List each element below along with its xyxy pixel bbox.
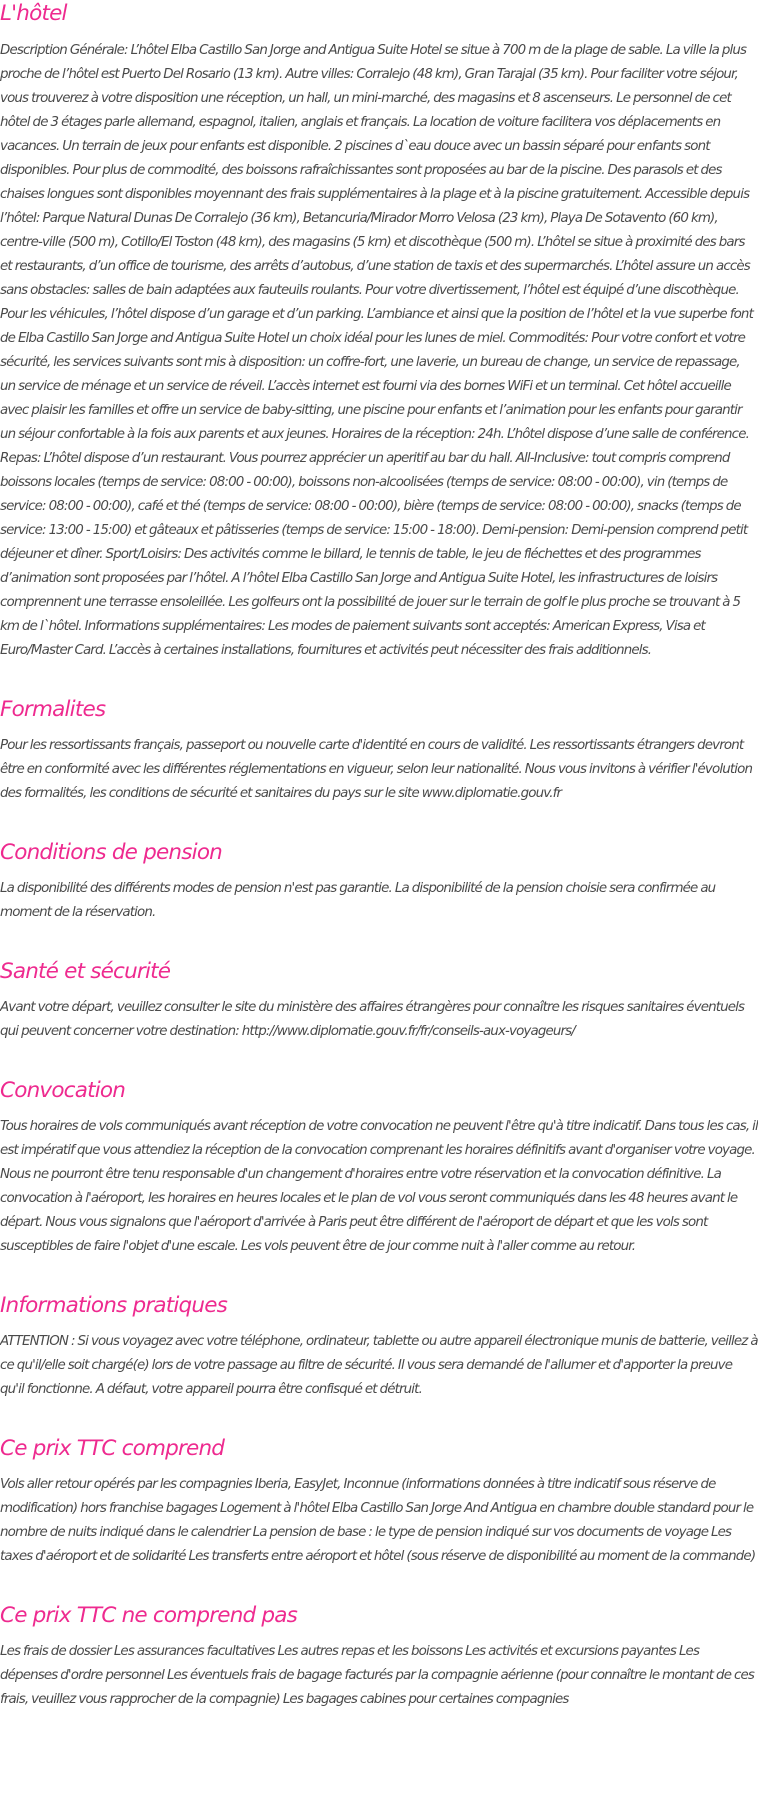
section-prix-ne-comprend-pas (0, 1602, 758, 1712)
section-formalites (0, 696, 758, 806)
section-body-prix-ne-comprend-pas: Les frais de dossier Les assurances facultatives Les autres repas et les boissons Les activités et excursions payantes Les dépenses d'ordre personnel Les éventuels frais de bagage facturés par la compagnie aérienne (pour connaître le montant de ces frais, veuillez vous rapprocher de la compagnie) Les bagages cabines pour certaines compagnies (0, 1644, 755, 1707)
section-informations-pratiques (0, 1292, 758, 1402)
section-title-informations-pratiques: Informations pratiques (0, 1293, 228, 1318)
section-title-sante-securite: Santé et sécurité (0, 959, 171, 984)
section-sante-securite (0, 958, 758, 1044)
section-body-conditions-pension: La disponibilité des différents modes de pension n'est pas garantie. La disponibilité de la pension choisie sera confirmée au moment de la réservation. (0, 881, 716, 920)
section-title-hotel: L'hôtel (0, 1, 67, 26)
section-title-prix-ne-comprend-pas: Ce prix TTC ne comprend pas (0, 1603, 298, 1628)
section-convocation (0, 1077, 758, 1259)
section-body-prix-comprend: Vols aller retour opérés par les compagnies Iberia, EasyJet, Inconnue (informations données à titre indicatif sous réserve de modification) hors franchise bagages Logement à l'hôtel Elba Castillo San Jorge And Antigua en chambre double standard pour le nombre de nuits indiqué dans le calendrier La pension de base : le type de pension indiqué sur vos documents de voyage Les taxes d'aéroport et de solidarité Les transferts entre aéroport et hôtel (sous réserve de disponibilité au moment de la commande) (0, 1477, 756, 1564)
section-title-formalites: Formalites (0, 697, 106, 722)
section-title-convocation: Convocation (0, 1078, 126, 1103)
section-body-sante-securite: Avant votre départ, veuillez consulter le site du ministère des affaires étrangères pour connaître les risques sanitaires éventuels qui peuvent concerner votre destination: http://www.diplomatie.gouv.fr/fr/conseils-aux-voyageurs/ (0, 1000, 745, 1039)
section-body-informations-pratiques: ATTENTION : Si vous voyagez avec votre téléphone, ordinateur, tablette ou autre appareil électronique munis de batterie, veillez à ce qu'il/elle soit chargé(e) lors de votre passage au filtre de sécurité. Il vous sera demandé de l'allumer et d'apporter la preuve qu'il fonctionne. A défaut, votre appareil pourra être confisqué et détruit. (0, 1334, 758, 1397)
section-body-formalites: Pour les ressortissants français, passeport ou nouvelle carte d'identité en cours de validité. Les ressortissants étrangers devront être en conformité avec les différentes réglementations en vigueur, selon leur nationalité. Nous vous invitons à vérifier l'évolution des formalités, les conditions de sécurité et sanitaires du pays sur le site www.diplomatie.gouv.fr (0, 738, 753, 801)
section-body-convocation: Tous horaires de vols communiqués avant réception de votre convocation ne peuvent l'être qu'à titre indicatif. Dans tous les cas, il est impératif que vous attendiez la réception de la convocation comprenant les horaires définitifs avant d'organiser votre voyage. Nous ne pourront être tenu responsable d'un changement d'horaires entre votre réservation et la convocation définitive. La convocation à l'aéroport, les horaires en heures locales et le plan de vol vous seront communiqués dans les 48 heures avant le départ. Nous vous signalons que l'aéroport d'arrivée à Paris peut être différent de l'aéroport de départ et que les vols sont susceptibles de faire l'objet d'une escale. Les vols peuvent être de jour comme nuit à l'aller comme au retour. (0, 1119, 758, 1254)
section-prix-comprend (0, 1435, 758, 1569)
section-title-conditions-pension: Conditions de pension (0, 840, 222, 865)
section-hotel (0, 0, 758, 663)
section-conditions-pension (0, 839, 758, 925)
section-title-prix-comprend: Ce prix TTC comprend (0, 1436, 225, 1461)
section-body-hotel: Description Générale: L’hôtel Elba Castillo San Jorge and Antigua Suite Hotel se situe à 700 m de la plage de sable. La ville la plus proche de l’hôtel est Puerto Del Rosario (13 km). Autre villes: Corralejo (48 km), Gran Tarajal (35 km). Pour faciliter votre séjour, vous trouverez à votre disposition une réception, un hall, un mini-marché, des magasins et 8 ascenseurs. Le personnel de cet hôtel de 3 étages parle allemand, espagnol, italien, anglais et français. La location de voiture facilitera vos déplacements en vacances. Un terrain de jeux pour enfants est disponible. 2 piscines d`eau douce avec un bassin séparé pour enfants sont disponibles. Pour plus de commodité, des boissons rafraîchissantes sont proposées au bar de la piscine. Des parasols et des chaises longues sont disponibles moyennant des frais supplémentaires à la plage et à la piscine gratuitement. Accessible depuis l’hôtel: Parque Natural Dunas De Corralejo (36 km), Betancuria/Mirador Morro Velosa (23 km), Playa De Sotavento (60 km), centre-ville (500 m), Cotillo/El Toston (48 km), des magasins (5 km) et discothèque (500 m). L’hôtel se situe à proximité des bars et restaurants, d’un office de tourisme, des arrêts d’autobus, d’une station de taxis et des supermarchés. L’hôtel assure un accès sans obstacles: salles de bain adaptées aux fauteuils roulants. Pour votre divertissement, l’hôtel est équipé d’une discothèque. Pour les véhicules, l’hôtel dispose d’un garage et d’un parking. L’ambiance et ainsi que la position de l’hôtel et la vue superbe font de Elba Castillo San Jorge and Antigua Suite Hotel un choix idéal pour les lunes de miel. Commodités: Pour votre confort et votre sécurité, les services suivants sont mis à disposition: un coffre-fort, une laverie, un bureau de change, un service de repassage, un service de ménage et un service de réveil. L’accès internet est fourni via des bornes WiFi et un terminal. Cet hôtel accueille avec plaisir les familles et offre un service de baby-sitting, une piscine pour enfants et l’animation pour les enfants pour garantir un séjour confortable à la fois aux parents et aux jeunes. Horaires de la réception: 24h. L’hôtel dispose d’une salle de conférence. Repas: L’hôtel dispose d’un restaurant. Vous pourrez apprécier un aperitif au bar du hall. All-Inclusive: tout compris comprend boissons locales (temps de service: 08:00 - 00:00), boissons non-alcoolisées (temps de service: 08:00 - 00:00), vin (temps de service: 08:00 - 00:00), café et thé (temps de service: 08:00 - 00:00), bière (temps de service: 08:00 - 00:00), snacks (temps de service: 13:00 - 15:00) et gâteaux et pâtisseries (temps de service: 15:00 - 18:00). Demi-pension: Demi-pension comprend petit déjeuner et dîner. Sport/Loisirs: Des activités comme le billard, le tennis de table, le jeu de fléchettes et des programmes d’animation sont proposées par l’hôtel. A l’hôtel Elba Castillo San Jorge and Antigua Suite Hotel, les infrastructures de loisirs comprennent une terrasse ensoleillée. Les golfeurs ont la possibilité de jouer sur le terrain de golf le plus proche se trouvant à 5 km de l`hôtel. Informations supplémentaires: Les modes de paiement suivants sont acceptés: American Express, Visa et Euro/Master Card. L’accès à certaines installations, fournitures et activités peut nécessiter des frais additionnels. (0, 43, 753, 658)
